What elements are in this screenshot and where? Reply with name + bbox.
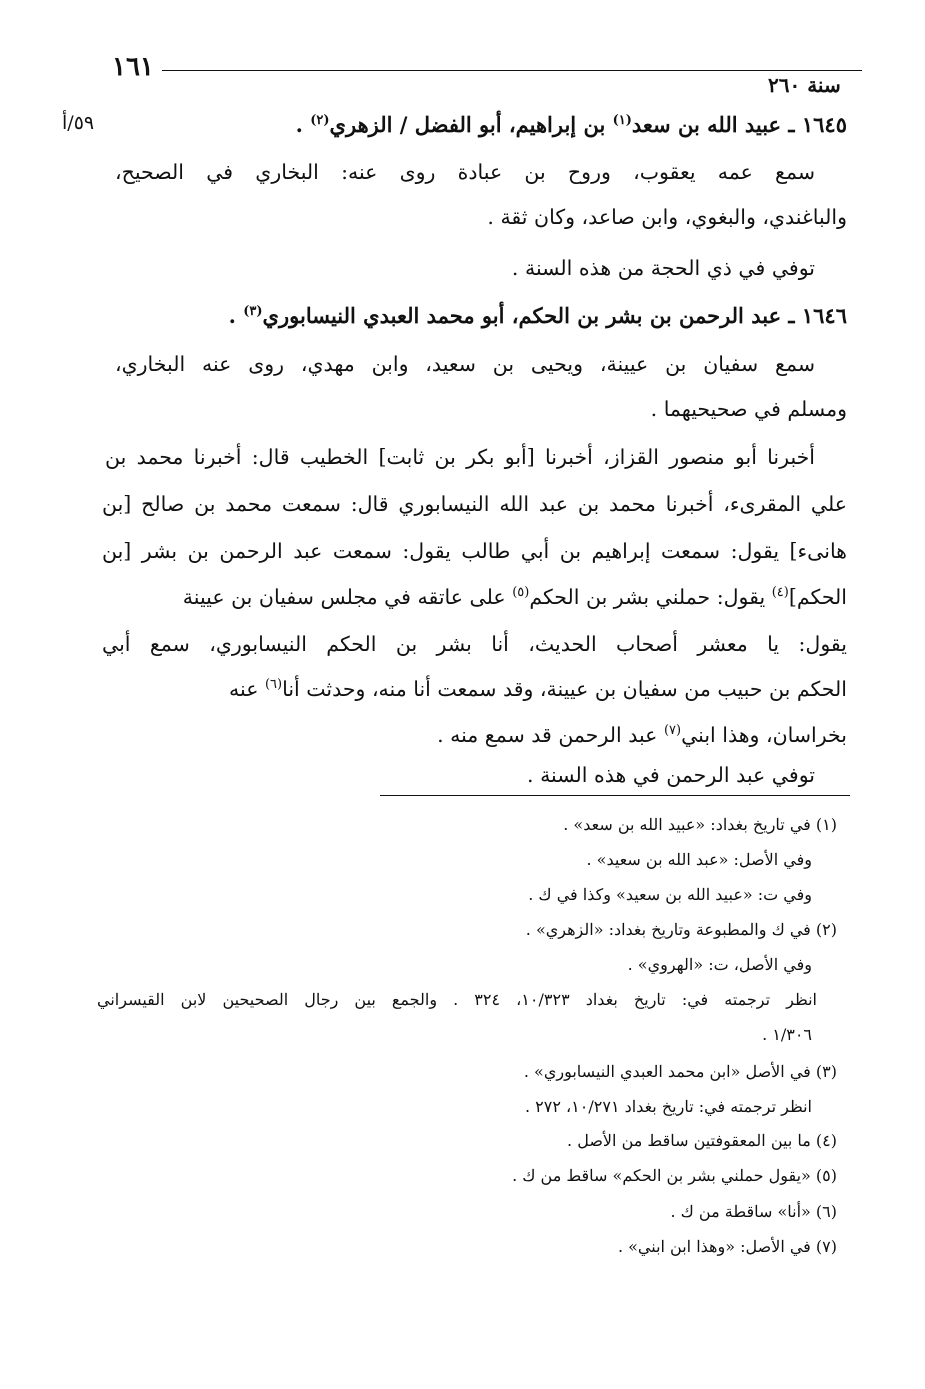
footnote-2: (٢) في ك والمطبوعة وتاريخ بغداد: «الزهري» . [525, 920, 837, 939]
line-6-part-a: الحكم] [788, 585, 847, 609]
footnote-2-line-3: انظر ترجمته في: تاريخ بغداد ١٠/٣٢٣، ٣٢٤ . والجمع بين رجال الصحيحين لابن القيسراني [97, 990, 818, 1009]
entry-1646-heading [229, 303, 847, 328]
entry-1646-line-1: سمع سفيان بن عيينة، ويحيى بن سعيد، وابن مهدي، روى عنه البخاري، [115, 352, 815, 376]
entry-1645-title-rest: بن إبراهيم، أبو الفضل / الزهري [329, 112, 613, 137]
entry-1646-line-3: أخبرنا أبو منصور القزاز، أخبرنا [أبو بكر بن ثابت] الخطيب قال: أخبرنا محمد بن [105, 445, 815, 469]
footnote-ref-4: (٤) [771, 585, 789, 601]
entry-1645-line-2: والباغندي، والبغوي، وابن صاعد، وكان ثقة . [487, 205, 847, 229]
footnote-1-line-3: وفي ت: «عبيد الله بن سعيد» وكذا في ك . [528, 885, 812, 904]
footnote-ref-5: (٥) [512, 585, 530, 601]
page-number: ١٦١ [112, 52, 154, 82]
entry-1646-line-7: يقول: يا معشر أصحاب الحديث، أنا بشر بن الحكم النيسابوري، سمع أبي [102, 632, 847, 656]
footnote-ref-3: (٣) [243, 304, 263, 319]
line-8-part-a: الحكم بن حبيب من سفيان بن عيينة، وقد سمعت أنا منه، وحدثت أنا [282, 677, 847, 701]
entry-1645-line-1: سمع عمه يعقوب، وروح بن عبادة روى عنه: البخاري في الصحيح، [115, 160, 815, 184]
footnote-6: (٦) «أنا» ساقطة من ك . [670, 1202, 837, 1221]
entry-1646-line-2: ومسلم في صحيحيهما . [650, 397, 847, 421]
footnote-ref-2: (٢) [310, 113, 330, 128]
line-6-part-c: على عاتقه في مجلس سفيان بن عيينة [182, 585, 513, 609]
footnote-1-line-2: وفي الأصل: «عبد الله بن سعيد» . [586, 850, 812, 869]
footnote-ref-7: (٧) [663, 723, 682, 739]
header-rule [162, 70, 862, 71]
footnote-3: (٣) في الأصل «ابن محمد العبدي النيسابوري» . [523, 1062, 837, 1081]
entry-1646-line-8 [229, 677, 847, 701]
entry-1645-title: ١٦٤٥ ـ عبيد الله بن سعد [631, 112, 847, 137]
heading-period: . [228, 303, 244, 328]
entry-1646-line-5: هانىء] يقول: سمعت إبراهيم بن أبي طالب يقول: سمعت عبد الرحمن بن بشر [بن [102, 539, 847, 563]
entry-1646-line-9 [437, 723, 847, 747]
footnote-3-line-2: انظر ترجمته في: تاريخ بغداد ١٠/٢٧١، ٢٧٢ . [524, 1097, 812, 1116]
entry-1646-line-6 [102, 585, 847, 609]
entry-1645-heading [296, 112, 847, 137]
line-9-part-a: بخراسان، وهذا ابني [681, 723, 847, 747]
footnote-4: (٤) ما بين المعقوفتين ساقط من الأصل . [567, 1131, 837, 1150]
footnote-7: (٧) في الأصل: «وهذا ابن ابني» . [617, 1237, 837, 1256]
line-6-part-b: يقول: حملني بشر بن الحكم [529, 585, 772, 609]
entry-1646-line-4: علي المقرىء، أخبرنا محمد بن عبد الله النيسابوري قال: سمعت محمد بن صالح [بن [102, 492, 847, 516]
footnote-5: (٥) «يقول حملني بشر بن الحكم» ساقط من ك . [512, 1166, 837, 1185]
heading-period: . [295, 112, 311, 137]
entry-1646-line-10: توفي عبد الرحمن في هذه السنة . [527, 763, 815, 787]
entry-1646-title: ١٦٤٦ ـ عبد الرحمن بن بشر بن الحكم، أبو محمد العبدي النيسابوري [262, 303, 847, 328]
footnote-ref-1: (١) [612, 113, 632, 128]
footnote-2-line-2: وفي الأصل، ت: «الهروي» . [627, 955, 812, 974]
entry-1645-line-3: توفي في ذي الحجة من هذه السنة . [511, 256, 815, 280]
footnote-ref-6: (٦) [264, 677, 283, 693]
line-9-part-b: عبد الرحمن قد سمع منه . [437, 723, 664, 747]
footnote-2-line-4: ١/٣٠٦ . [762, 1025, 812, 1044]
footnote-separator [380, 795, 850, 796]
manuscript-folio-ref: ٥٩/أ [62, 112, 95, 134]
line-8-part-b: عنه [229, 677, 265, 701]
year-label: سنة ٢٦٠ [768, 73, 841, 97]
footnote-1: (١) في تاريخ بغداد: «عبيد الله بن سعد» . [563, 815, 837, 834]
